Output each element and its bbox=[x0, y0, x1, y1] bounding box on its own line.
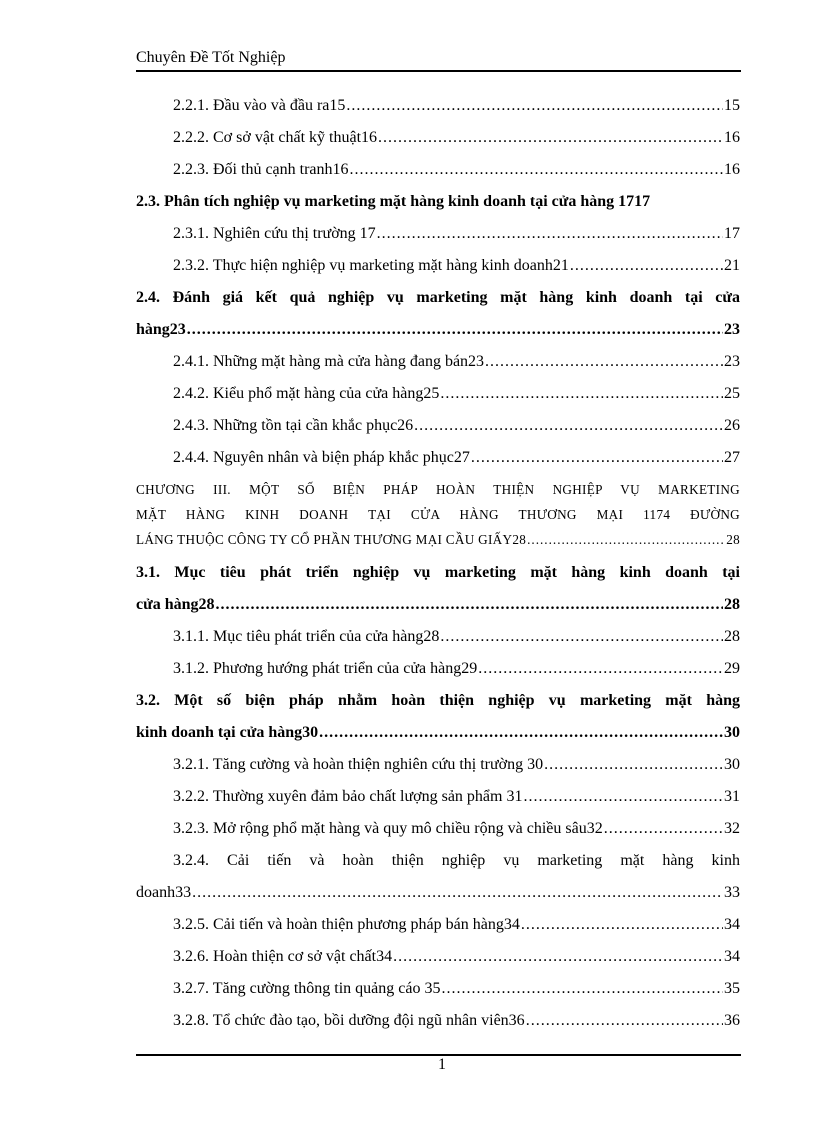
toc-leader-dots bbox=[346, 90, 723, 122]
toc-chapter-entry-cont[interactable] bbox=[136, 527, 740, 552]
toc-section-entry[interactable] bbox=[136, 282, 740, 314]
toc-page-number: 27 bbox=[724, 449, 740, 466]
toc-leader-dots bbox=[192, 877, 723, 909]
toc-entry-title: MẶT HÀNG KINH DOANH TẠI CỬA HÀNG THƯƠNG MẠI 1174 ĐƯỜNG bbox=[136, 507, 740, 522]
toc-page-number: 15 bbox=[724, 97, 740, 114]
toc-entry[interactable] bbox=[136, 621, 740, 653]
toc-entry-title: 3.2.3. Mở rộng phổ mặt hàng và quy mô chiều rộng và chiều sâu32 bbox=[173, 820, 603, 837]
toc-page-number: 16 bbox=[724, 129, 740, 146]
toc-entry[interactable] bbox=[136, 410, 740, 442]
toc-chapter-entry-cont[interactable] bbox=[136, 502, 740, 527]
toc-page-number: 30 bbox=[724, 724, 740, 741]
toc-page-number: 26 bbox=[724, 417, 740, 434]
toc-entry-cont[interactable] bbox=[136, 877, 740, 909]
toc-leader-dots bbox=[377, 218, 723, 250]
toc-leader-dots bbox=[527, 527, 725, 552]
toc-entry[interactable] bbox=[136, 90, 740, 122]
toc-entry-title: CHƯƠNG III. MỘT SỐ BIỆN PHÁP HOÀN THIỆN NGHIỆP VỤ MARKETING bbox=[136, 482, 740, 497]
toc-entry-title: kinh doanh tại cửa hàng30 bbox=[136, 724, 319, 741]
toc-entry[interactable] bbox=[136, 1005, 740, 1037]
toc-page-number: 28 bbox=[726, 532, 740, 547]
toc-leader-dots bbox=[485, 346, 723, 378]
toc-page-number: 29 bbox=[724, 660, 740, 677]
table-of-contents bbox=[136, 90, 740, 1037]
toc-leader-dots bbox=[319, 717, 723, 749]
toc-leader-dots bbox=[440, 378, 723, 410]
toc-section-entry-cont[interactable] bbox=[136, 589, 740, 621]
toc-entry-title: 3.2.8. Tổ chức đào tạo, bồi dưỡng đội ngũ nhân viên36 bbox=[173, 1012, 525, 1029]
toc-entry[interactable] bbox=[136, 749, 740, 781]
toc-page-number: 34 bbox=[724, 948, 740, 965]
toc-chapter-entry[interactable] bbox=[136, 477, 740, 502]
toc-page-number: 30 bbox=[724, 756, 740, 773]
toc-entry[interactable] bbox=[136, 653, 740, 685]
toc-entry[interactable] bbox=[136, 813, 740, 845]
toc-entry-title: 3.2.4. Cải tiến và hoàn thiện nghiệp vụ marketing mặt hàng kinh bbox=[173, 852, 740, 869]
toc-page-number: 32 bbox=[724, 820, 740, 837]
toc-section-entry-cont[interactable] bbox=[136, 717, 740, 749]
toc-entry[interactable] bbox=[136, 973, 740, 1005]
toc-leader-dots bbox=[526, 1005, 723, 1037]
toc-leader-dots bbox=[350, 154, 723, 186]
toc-page-number: 17 bbox=[724, 225, 740, 242]
toc-leader-dots bbox=[441, 973, 723, 1005]
toc-page-number: 35 bbox=[724, 980, 740, 997]
running-header: Chuyên Đề Tốt Nghiệp bbox=[136, 49, 286, 66]
toc-page-number: 36 bbox=[724, 1012, 740, 1029]
toc-entry-title: 3.2.7. Tăng cường thông tin quảng cáo 35 bbox=[173, 980, 441, 997]
toc-page-number: 33 bbox=[724, 884, 740, 901]
toc-section-entry[interactable] bbox=[136, 186, 740, 218]
toc-entry-title: 2.3. Phân tích nghiệp vụ marketing mặt hàng kinh doanh tại cửa hàng 1717 bbox=[136, 193, 651, 210]
toc-section-entry[interactable] bbox=[136, 685, 740, 717]
toc-entry-title: hàng23 bbox=[136, 321, 186, 338]
toc-page-number: 31 bbox=[724, 788, 740, 805]
toc-leader-dots bbox=[544, 749, 723, 781]
toc-entry[interactable] bbox=[136, 941, 740, 973]
toc-page-number: 23 bbox=[724, 353, 740, 370]
toc-entry-title: LÁNG THUỘC CÔNG TY CỔ PHẦN THƯƠNG MẠI CẦU GIẤY28 bbox=[136, 532, 527, 547]
page-number: 1 bbox=[438, 1056, 446, 1073]
header-rule bbox=[136, 70, 741, 72]
toc-entry-title: 2.2.2. Cơ sở vật chất kỹ thuật16 bbox=[173, 129, 378, 146]
toc-leader-dots bbox=[440, 621, 723, 653]
toc-entry[interactable] bbox=[136, 122, 740, 154]
toc-entry-title: 3.2.1. Tăng cường và hoàn thiện nghiên cứu thị trường 30 bbox=[173, 756, 544, 773]
toc-entry-title: 3.1. Mục tiêu phát triển nghiệp vụ marketing mặt hàng kinh doanh tại bbox=[136, 564, 740, 581]
toc-leader-dots bbox=[216, 589, 724, 621]
toc-leader-dots bbox=[378, 122, 723, 154]
toc-entry-title: 2.2.1. Đầu vào và đầu ra15 bbox=[173, 97, 346, 114]
toc-leader-dots bbox=[471, 442, 723, 474]
toc-leader-dots bbox=[523, 781, 723, 813]
toc-page-number: 25 bbox=[724, 385, 740, 402]
toc-entry-title: 3.2.6. Hoàn thiện cơ sở vật chất34 bbox=[173, 948, 393, 965]
toc-entry-title: 3.2. Một số biện pháp nhằm hoàn thiện nghiệp vụ marketing mặt hàng bbox=[136, 692, 740, 709]
toc-page-number: 23 bbox=[724, 321, 740, 338]
toc-entry[interactable] bbox=[136, 218, 740, 250]
toc-section-entry[interactable] bbox=[136, 557, 740, 589]
toc-leader-dots bbox=[521, 909, 723, 941]
toc-section-entry-cont[interactable] bbox=[136, 314, 740, 346]
toc-entry-title: 2.4.4. Nguyên nhân và biện pháp khắc phục27 bbox=[173, 449, 470, 466]
toc-leader-dots bbox=[393, 941, 723, 973]
toc-entry[interactable] bbox=[136, 378, 740, 410]
toc-entry-title: 2.4.2. Kiểu phổ mặt hàng của cửa hàng25 bbox=[173, 385, 440, 402]
toc-entry[interactable] bbox=[136, 154, 740, 186]
toc-entry[interactable] bbox=[136, 909, 740, 941]
toc-entry-title: 2.3.1. Nghiên cứu thị trường 17 bbox=[173, 225, 376, 242]
toc-page-number: 16 bbox=[724, 161, 740, 178]
toc-leader-dots bbox=[478, 653, 723, 685]
toc-page-number: 34 bbox=[724, 916, 740, 933]
toc-leader-dots bbox=[570, 250, 723, 282]
toc-entry-title: cửa hàng28 bbox=[136, 596, 215, 613]
toc-page-number: 21 bbox=[724, 257, 740, 274]
toc-entry[interactable] bbox=[136, 781, 740, 813]
toc-entry[interactable] bbox=[136, 250, 740, 282]
toc-entry-title: 3.1.1. Mục tiêu phát triển của cửa hàng28 bbox=[173, 628, 440, 645]
toc-entry-title: 2.4.1. Những mặt hàng mà cửa hàng đang bán23 bbox=[173, 353, 485, 370]
toc-leader-dots bbox=[414, 410, 723, 442]
toc-page-number: 28 bbox=[724, 628, 740, 645]
toc-entry-title: 2.3.2. Thực hiện nghiệp vụ marketing mặt hàng kinh doanh21 bbox=[173, 257, 569, 274]
toc-entry-title: 2.4.3. Những tồn tại cần khắc phục26 bbox=[173, 417, 414, 434]
toc-entry-title: 2.4. Đánh giá kết quả nghiệp vụ marketing mặt hàng kinh doanh tại cửa bbox=[136, 289, 740, 306]
toc-entry[interactable] bbox=[136, 442, 740, 474]
toc-entry-title: 3.2.5. Cải tiến và hoàn thiện phương pháp bán hàng34 bbox=[173, 916, 520, 933]
toc-entry-title: 2.2.3. Đối thủ cạnh tranh16 bbox=[173, 161, 349, 178]
toc-entry[interactable] bbox=[136, 346, 740, 378]
toc-page-number: 28 bbox=[724, 596, 740, 613]
toc-entry-title: doanh33 bbox=[136, 884, 192, 901]
toc-leader-dots bbox=[187, 314, 723, 346]
toc-leader-dots bbox=[604, 813, 723, 845]
toc-entry-title: 3.1.2. Phương hướng phát triển của cửa hàng29 bbox=[173, 660, 478, 677]
toc-entry[interactable] bbox=[136, 845, 740, 877]
toc-entry-title: 3.2.2. Thường xuyên đảm bảo chất lượng sản phẩm 31 bbox=[173, 788, 523, 805]
